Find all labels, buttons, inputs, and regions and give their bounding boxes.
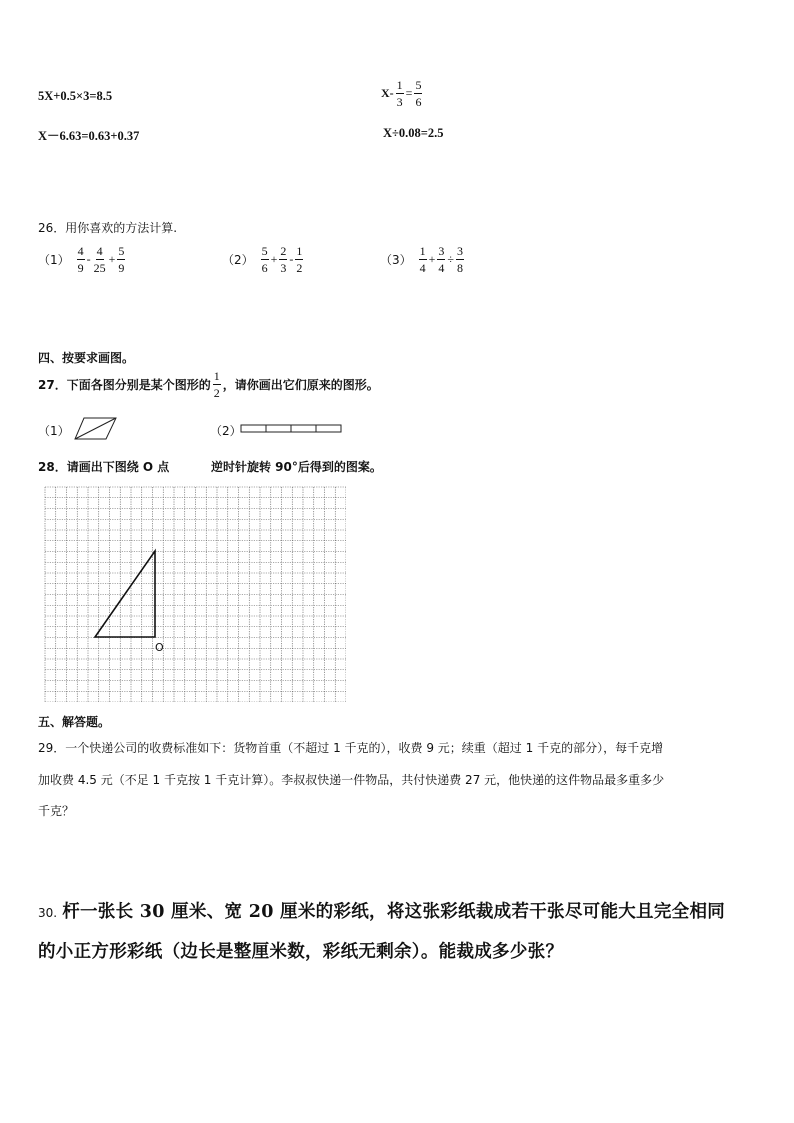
- equation-3: X－6.63=0.63+0.37: [38, 129, 140, 143]
- fraction-numerator: 5: [415, 78, 422, 92]
- equation-1: 5X+0.5×3=8.5: [38, 89, 113, 103]
- fraction-numerator: 4: [77, 244, 84, 258]
- q26-item-1: [38, 245, 126, 274]
- fraction: [419, 245, 427, 274]
- fraction: [77, 245, 85, 274]
- fraction-numerator: 3: [457, 244, 464, 258]
- fraction-denominator: 25: [93, 261, 106, 275]
- fraction-numerator: 5: [261, 244, 268, 258]
- fraction-denominator: 2: [213, 386, 220, 400]
- q27-title: [38, 370, 379, 399]
- equation-2-fraction-2: [414, 79, 422, 108]
- equals-sign: =: [405, 86, 413, 100]
- equation-2-prefix: X-: [381, 86, 394, 100]
- q26-title: 26．用你喜欢的方法计算.: [38, 221, 178, 235]
- fraction: [261, 245, 269, 274]
- fraction-numerator: 5: [118, 244, 125, 258]
- q27-prefix: 27．下面各图分别是某个图形的: [38, 378, 211, 392]
- q30-line-2: 的小正方形彩纸（边长是整厘米数，彩纸无剩余）。能裁成多少张？: [38, 942, 564, 962]
- q26-item-2: [222, 245, 304, 274]
- equation-2-fraction-1: [396, 79, 404, 108]
- grid-lines: [45, 487, 346, 702]
- q27-fraction: [213, 370, 221, 399]
- q28-title-part-1: 28．请画出下图绕 O 点: [38, 460, 170, 474]
- rotation-grid: [44, 486, 346, 702]
- q27-suffix: ，请你画出它们原来的图形。: [222, 378, 379, 392]
- fraction-numerator: 3: [438, 244, 445, 258]
- fraction: [93, 245, 107, 274]
- fraction-denominator: 6: [415, 95, 422, 109]
- fraction-denominator: 9: [77, 261, 84, 275]
- section-5-heading: 五、解答题。: [38, 715, 111, 729]
- fraction-numerator: 1: [419, 244, 426, 258]
- right-triangle: [95, 551, 155, 637]
- operator: -: [86, 252, 91, 266]
- q30-number: 30.: [38, 906, 58, 920]
- operator: +: [270, 252, 278, 266]
- equation-2: [380, 79, 423, 108]
- fraction-numerator: 1: [296, 244, 303, 258]
- fraction-denominator: 3: [396, 95, 403, 109]
- operator: ÷: [447, 252, 455, 266]
- equation-4: X÷0.08=2.5: [383, 126, 444, 140]
- q29-line-3: 千克？: [38, 804, 75, 818]
- operator: +: [108, 252, 116, 266]
- fraction-denominator: 9: [118, 261, 125, 275]
- half-strip-figure: [240, 423, 344, 435]
- fraction-denominator: 6: [261, 261, 268, 275]
- fraction: [279, 245, 287, 274]
- q29-line-2: 加收费 4.5 元（不足 1 千克按 1 千克计算）。李叔叔快递一件物品，共付快递费 27 元，他快递的这件物品最多重多少: [38, 773, 665, 787]
- fraction: [117, 245, 125, 274]
- fraction-numerator: 1: [396, 78, 403, 92]
- fraction-numerator: 2: [280, 244, 287, 258]
- q29-line-1: 29．一个快递公司的收费标准如下：货物首重（不超过 1 千克的），收费 9 元；续重（超过 1 千克的部分），每千克增: [38, 741, 664, 755]
- fraction-denominator: 4: [419, 261, 426, 275]
- q26-item-3: [380, 245, 465, 274]
- fraction: [437, 245, 445, 274]
- q27-label-2: （2）: [210, 424, 242, 438]
- fraction-denominator: 2: [296, 261, 303, 275]
- q28-title-part-2: 逆时针旋转 90°后得到的图案。: [211, 460, 382, 474]
- item-label: （2）: [222, 253, 254, 267]
- half-parallelogram-figure: [74, 417, 118, 441]
- fraction-numerator: 1: [213, 369, 220, 383]
- fraction-denominator: 4: [438, 261, 445, 275]
- point-o-label: O: [155, 641, 164, 654]
- operator: -: [289, 252, 294, 266]
- operator: +: [428, 252, 436, 266]
- section-4-heading: 四、按要求画图。: [38, 351, 135, 365]
- fraction-denominator: 3: [280, 261, 287, 275]
- q27-label-1: （1）: [38, 424, 70, 438]
- fraction-denominator: 8: [457, 261, 464, 275]
- fraction-numerator: 4: [96, 244, 103, 258]
- item-label: （3）: [380, 253, 412, 267]
- fraction: [295, 245, 303, 274]
- q30-text-1: 杆一张长 30 厘米、宽 20 厘米的彩纸，将这张彩纸裁成若干张尽可能大且完全相同: [62, 902, 726, 922]
- fraction: [456, 245, 464, 274]
- item-label: （1）: [38, 253, 70, 267]
- q30-line-1: [38, 898, 725, 923]
